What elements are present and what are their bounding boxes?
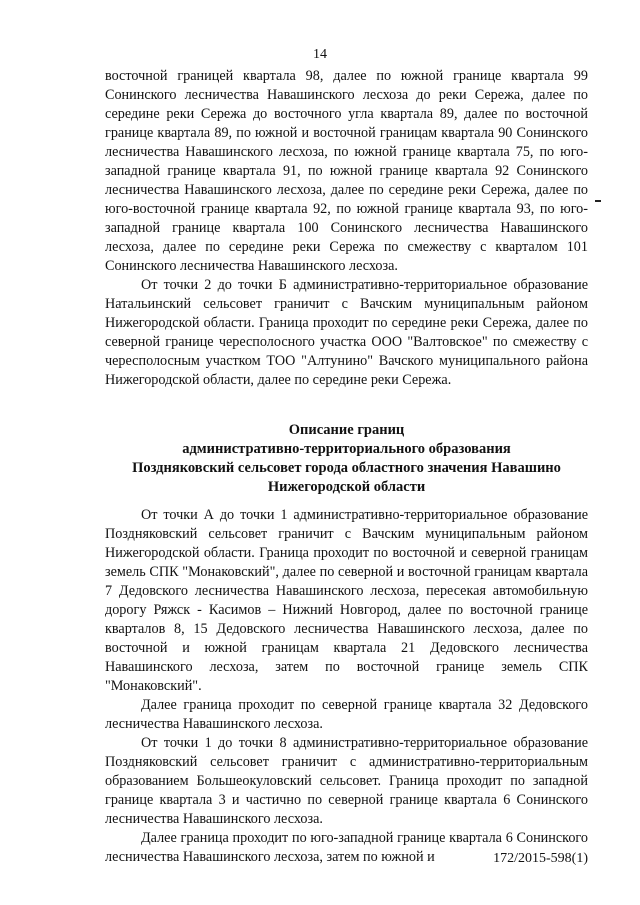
section-1-text (105, 67, 588, 390)
heading-line-2: административно-территориального образования (182, 441, 511, 457)
section-heading (105, 421, 588, 497)
paragraph-point-1-8: От точки 1 до точки 8 административно-территориальное образование Поздняковский сельсовет граничит с административно-территориальным образованием Большеокуловский сельсовет. Граница проходит по западной границе квартала 3 и частично по северной границе квартала 6 Сонинского лесничества Навашинского лесхоза. (105, 735, 588, 827)
heading-line-3: Поздняковский сельсовет города областного значения Навашино (132, 460, 561, 476)
paragraph-southwest-border: Далее граница проходит по юго-западной границе квартала 6 Сонинского лесничества Навашинского лесхоза, затем по южной и (105, 830, 588, 865)
margin-mark (595, 200, 601, 202)
paragraph-continuation: восточной границей квартала 98, далее по южной границе квартала 99 Сонинского лесничества Навашинского лесхоза до реки Сережа, далее по середине реки Сережа до восточного угла квартала 89, далее по восточной границе квартала 89, по южной и восточной границам квартала 90 Сонинского лесничества Навашинского лесхоза, по южной границе квартала 75, по юго-западной границе квартала 91, по южной границе квартала 92 Сонинского лесничества Навашинского лесхоза, далее по середине реки Сережа, далее по юго-восточной границе квартала 92, по южной границе квартала 93, по юго-западной границе квартала 100 Сонинского лесничества Навашинского лесхоза, далее по середине реки Сережа по смежеству с кварталом 101 Сонинского лесничества Навашинского лесхоза. (105, 68, 588, 274)
paragraph-north-border: Далее граница проходит по северной границе квартала 32 Дедовского лесничества Навашинского лесхоза. (105, 697, 588, 732)
paragraph-point-a-1: От точки А до точки 1 административно-территориальное образование Поздняковский сельсовет граничит с Вачским муниципальным районом Нижегородской области. Граница проходит по восточной и северной границам земель СПК "Монаковский", далее по северной и восточной границам квартала 7 Дедовского лесничества Навашинского лесхоза, пересекая автомобильную дорогу Ряжск - Касимов – Нижний Новгород, далее по восточной границе кварталов 8, 15 Дедовского лесничества Навашинского лесхоза, далее по восточной и южной границам квартала 21 Дедовского лесничества Навашинского лесхоза, затем по восточной границе земель СПК "Монаковский". (105, 507, 588, 694)
paragraph-point-2-b: От точки 2 до точки Б административно-территориальное образование Натальинский сельсовет граничит с Вачским муниципальным районом Нижегородской области. Граница проходит по середине реки Сережа, далее по северной границе чересполосного участка ООО "Валтовское" по смежеству с чересполосным участком ТОО "Алтунино" Вачского муниципального района Нижегородской области, далее по середине реки Сережа. (105, 277, 588, 388)
section-2-text (105, 506, 588, 867)
heading-line-4: Нижегородской области (267, 479, 426, 495)
document-code: 172/2015-598(1) (493, 851, 588, 866)
heading-line-1: Описание границ (288, 422, 405, 438)
page-number: 14 (313, 47, 327, 62)
